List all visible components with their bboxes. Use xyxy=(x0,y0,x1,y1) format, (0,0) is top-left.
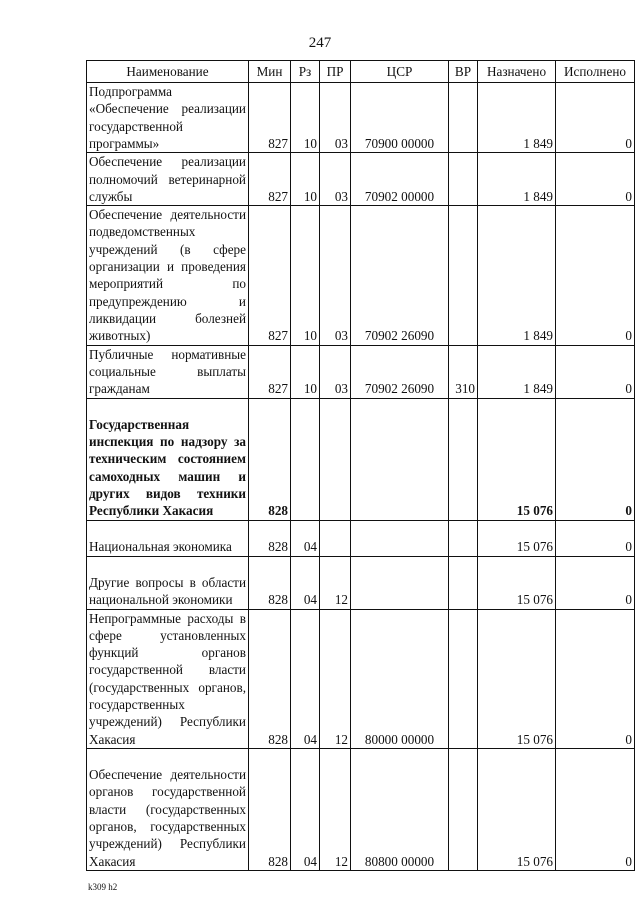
row-min: 828 xyxy=(249,520,291,556)
row-csr xyxy=(351,556,449,609)
row-pr: 12 xyxy=(320,556,351,609)
row-vr xyxy=(449,83,478,153)
table-row xyxy=(87,748,635,870)
row-assigned: 15 076 xyxy=(478,398,556,520)
page-number: 247 xyxy=(308,35,332,51)
row-assigned: 15 076 xyxy=(478,609,556,748)
header-name: Наименование xyxy=(87,61,249,83)
row-csr: 80000 00000 xyxy=(351,609,449,748)
row-name: Другие вопросы в области национальной экономики xyxy=(87,556,249,609)
row-executed: 0 xyxy=(556,748,635,870)
row-rz: 10 xyxy=(291,345,320,398)
row-pr: 03 xyxy=(320,345,351,398)
row-min: 827 xyxy=(249,345,291,398)
row-executed: 0 xyxy=(556,398,635,520)
row-name: Обеспечение реализации полномочий ветеринарной службы xyxy=(87,153,249,206)
row-executed: 0 xyxy=(556,520,635,556)
row-vr xyxy=(449,520,478,556)
table-row xyxy=(87,556,635,609)
row-rz: 10 xyxy=(291,153,320,206)
row-rz: 10 xyxy=(291,83,320,153)
footer-code: k309 h2 xyxy=(88,882,118,892)
row-min: 828 xyxy=(249,556,291,609)
row-rz: 04 xyxy=(291,748,320,870)
row-rz: 04 xyxy=(291,609,320,748)
header-assigned: Назначено xyxy=(478,61,556,83)
row-pr xyxy=(320,520,351,556)
row-name: Обеспечение деятельности подведомственных учреждений (в сфере организации и проведения мероприятий по предупреждению и ликвидации болезней животных) xyxy=(87,206,249,345)
row-executed: 0 xyxy=(556,345,635,398)
row-vr xyxy=(449,153,478,206)
table-row xyxy=(87,345,635,398)
table-row xyxy=(87,398,635,520)
row-assigned: 15 076 xyxy=(478,556,556,609)
row-assigned: 1 849 xyxy=(478,83,556,153)
row-csr xyxy=(351,520,449,556)
row-executed: 0 xyxy=(556,609,635,748)
row-name: Национальная экономика xyxy=(87,520,249,556)
table-row xyxy=(87,153,635,206)
row-csr xyxy=(351,398,449,520)
row-min: 828 xyxy=(249,748,291,870)
row-csr: 70902 00000 xyxy=(351,153,449,206)
row-assigned: 15 076 xyxy=(478,748,556,870)
row-assigned: 1 849 xyxy=(478,345,556,398)
row-vr xyxy=(449,206,478,345)
row-pr: 12 xyxy=(320,748,351,870)
table-row xyxy=(87,83,635,153)
header-pr: ПР xyxy=(320,61,351,83)
table-row xyxy=(87,206,635,345)
row-csr: 70902 26090 xyxy=(351,206,449,345)
table-row xyxy=(87,609,635,748)
row-pr xyxy=(320,398,351,520)
row-min: 828 xyxy=(249,398,291,520)
header-executed: Исполнено xyxy=(556,61,635,83)
row-csr: 70900 00000 xyxy=(351,83,449,153)
row-rz: 04 xyxy=(291,556,320,609)
row-vr xyxy=(449,556,478,609)
row-executed: 0 xyxy=(556,83,635,153)
row-name: Обеспечение деятельности органов государственной власти (государственных органов, государственных учреждений) Республики Хакасия xyxy=(87,748,249,870)
row-vr xyxy=(449,398,478,520)
row-csr: 70902 26090 xyxy=(351,345,449,398)
header-csr: ЦСР xyxy=(351,61,449,83)
row-rz: 04 xyxy=(291,520,320,556)
row-executed: 0 xyxy=(556,206,635,345)
row-min: 827 xyxy=(249,153,291,206)
row-pr: 03 xyxy=(320,153,351,206)
row-pr: 03 xyxy=(320,83,351,153)
row-rz: 10 xyxy=(291,206,320,345)
header-vr: ВР xyxy=(449,61,478,83)
row-name: Государственная инспекция по надзору за техническим состоянием самоходных машин и других видов техники Республики Хакасия xyxy=(87,398,249,520)
row-vr: 310 xyxy=(449,345,478,398)
row-pr: 03 xyxy=(320,206,351,345)
row-csr: 80800 00000 xyxy=(351,748,449,870)
table-header-row xyxy=(87,61,635,83)
row-rz xyxy=(291,398,320,520)
row-vr xyxy=(449,748,478,870)
row-name: Публичные нормативные социальные выплаты гражданам xyxy=(87,345,249,398)
budget-table xyxy=(86,60,635,871)
row-assigned: 15 076 xyxy=(478,520,556,556)
header-rz: Рз xyxy=(291,61,320,83)
row-min: 827 xyxy=(249,83,291,153)
row-name: Подпрограмма «Обеспечение реализации государственной программы» xyxy=(87,83,249,153)
table-row xyxy=(87,520,635,556)
row-name: Непрограммные расходы в сфере установленных функций органов государственной власти (государственных органов, государственных учреждений) Республики Хакасия xyxy=(87,609,249,748)
header-min: Мин xyxy=(249,61,291,83)
row-pr: 12 xyxy=(320,609,351,748)
row-min: 827 xyxy=(249,206,291,345)
row-min: 828 xyxy=(249,609,291,748)
row-assigned: 1 849 xyxy=(478,206,556,345)
row-vr xyxy=(449,609,478,748)
row-assigned: 1 849 xyxy=(478,153,556,206)
row-executed: 0 xyxy=(556,556,635,609)
row-executed: 0 xyxy=(556,153,635,206)
